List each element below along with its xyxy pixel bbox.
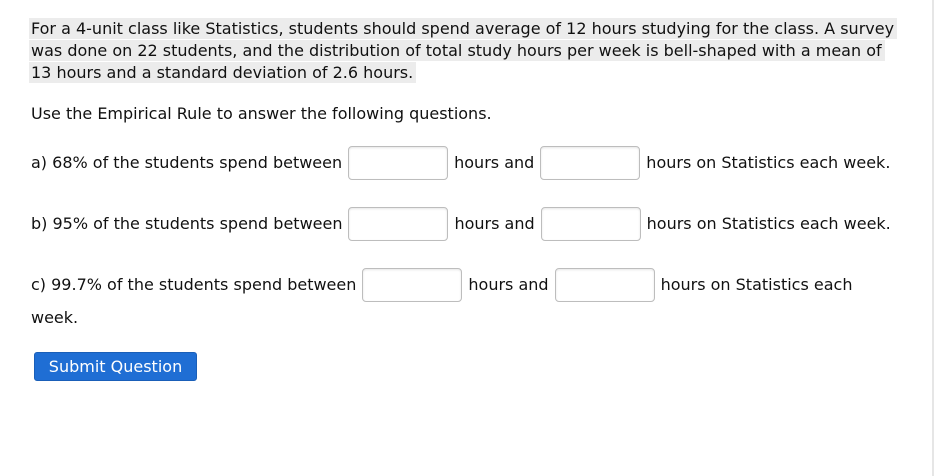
part-c-middle: hours and [468, 275, 549, 294]
part-a-upper-input[interactable] [540, 146, 640, 180]
part-a-lower-input[interactable] [348, 146, 448, 180]
part-c-suffix: hours on Statistics each [660, 275, 853, 294]
part-c-row [31, 268, 852, 302]
part-b-upper-input[interactable] [541, 207, 641, 241]
part-c-prefix: c) 99.7% of the students spend between [31, 275, 357, 294]
part-b-lower-input[interactable] [348, 207, 448, 241]
part-a-suffix: hours on Statistics each week. [646, 153, 891, 172]
intro-line-2: was done on 22 students, and the distribution of total study hours per week is bell-shaped with a mean of [29, 40, 885, 61]
question-intro [29, 18, 899, 84]
part-a-prefix: a) 68% of the students spend between [31, 153, 343, 172]
part-a-middle: hours and [454, 153, 535, 172]
part-c-upper-input[interactable] [555, 268, 655, 302]
part-b-prefix: b) 95% of the students spend between [31, 214, 343, 233]
intro-line-1: For a 4-unit class like Statistics, students should spend average of 12 hours studying for the class. A survey [29, 18, 897, 39]
part-b-suffix: hours on Statistics each week. [646, 214, 891, 233]
part-b-middle: hours and [454, 214, 535, 233]
submit-question-button[interactable]: Submit Question [34, 352, 197, 381]
instructions-text: Use the Empirical Rule to answer the following questions. [31, 104, 492, 123]
part-c-lower-input[interactable] [362, 268, 462, 302]
part-a-row [31, 146, 890, 180]
part-b-row [31, 207, 891, 241]
part-c-suffix-wrap: week. [31, 308, 79, 327]
intro-line-3: 13 hours and a standard deviation of 2.6 hours. [29, 62, 416, 83]
